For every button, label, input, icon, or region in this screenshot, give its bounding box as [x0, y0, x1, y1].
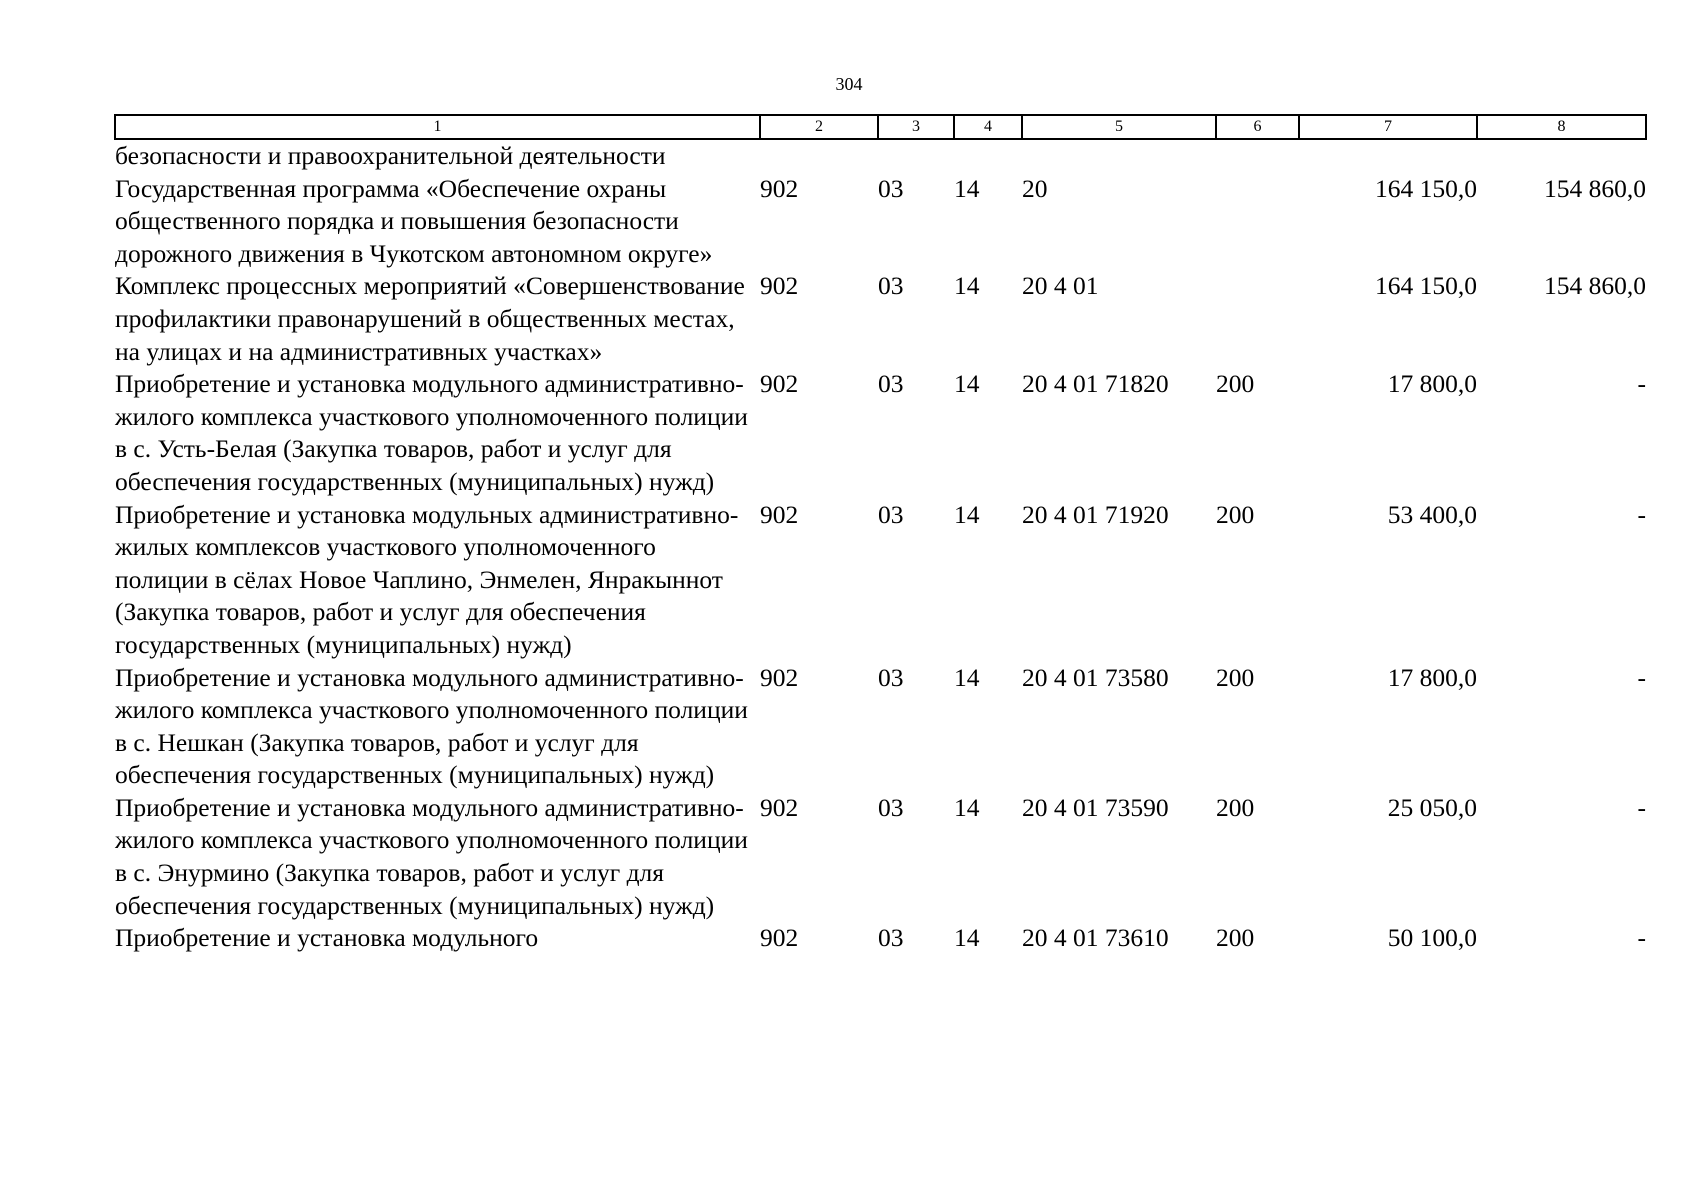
ministry-code-cell	[760, 139, 878, 173]
subsection-code-cell: 14	[954, 792, 980, 822]
section-code-cell: 03	[878, 369, 904, 399]
expense-type-cell	[1216, 270, 1299, 368]
section-code-cell: 03	[878, 499, 904, 529]
amount-cell: 50 100,0	[1387, 923, 1477, 953]
target-article-cell	[1022, 139, 1216, 173]
amount-cell	[1477, 139, 1646, 173]
column-header: 4	[954, 115, 1022, 139]
ministry-code-cell: 902	[760, 923, 799, 953]
item-name-cell: Приобретение и установка модульного	[115, 923, 539, 953]
target-article-cell: 20 4 01	[1022, 271, 1099, 301]
expense-type-cell	[1216, 173, 1299, 271]
subsection-code-cell: 14	[954, 271, 980, 301]
ministry-code-cell: 902	[760, 271, 799, 301]
subsection-code-cell	[954, 139, 1022, 173]
section-code-cell: 03	[878, 271, 904, 301]
amount-cell: -	[1637, 792, 1646, 822]
amount-cell: 17 800,0	[1387, 369, 1477, 399]
column-header: 3	[878, 115, 954, 139]
target-article-cell: 20 4 01 73590	[1022, 792, 1169, 822]
subsection-code-cell: 14	[954, 662, 980, 692]
section-code-cell	[878, 139, 954, 173]
item-name-cell: Комплекс процессных мероприятий «Совершенствование профилактики правонарушений в общественных местах, на улицах и на административных участках»	[115, 271, 745, 366]
table-row	[115, 139, 1646, 173]
item-name-cell: Приобретение и установка модульного административно-жилого комплекса участкового уполномоченного полиции в с. Усть-Белая (Закупка товаров, работ и услуг для обеспечения государственных (муниципальных) нужд)	[115, 369, 748, 496]
target-article-cell: 20 4 01 73610	[1022, 923, 1169, 953]
column-header: 6	[1216, 115, 1299, 139]
amount-cell: -	[1637, 369, 1646, 399]
budget-table	[114, 114, 1647, 955]
expense-type-cell: 200	[1216, 923, 1255, 953]
amount-cell: 154 860,0	[1544, 173, 1646, 203]
expense-type-cell: 200	[1216, 499, 1255, 529]
ministry-code-cell: 902	[760, 369, 799, 399]
table-row	[115, 499, 1646, 662]
item-name-cell: Приобретение и установка модульного административно-жилого комплекса участкового уполномоченного полиции в с. Энурмино (Закупка товаров, работ и услуг для обеспечения государственных (муниципальных) нужд)	[115, 792, 748, 920]
subsection-code-cell: 14	[954, 923, 980, 953]
column-header: 1	[115, 115, 760, 139]
amount-cell: -	[1637, 499, 1646, 529]
ministry-code-cell: 902	[760, 792, 799, 822]
amount-cell: 164 150,0	[1375, 173, 1477, 203]
target-article-cell: 20 4 01 73580	[1022, 662, 1169, 692]
section-code-cell: 03	[878, 173, 904, 203]
amount-cell: 17 800,0	[1387, 662, 1477, 692]
amount-cell: 164 150,0	[1375, 271, 1477, 301]
amount-cell: -	[1637, 662, 1646, 692]
table-row	[115, 368, 1646, 498]
table-row	[115, 792, 1646, 922]
item-name-cell: безопасности и правоохранительной деятельности	[115, 141, 666, 170]
section-code-cell: 03	[878, 923, 904, 953]
ministry-code-cell: 902	[760, 499, 799, 529]
target-article-cell: 20 4 01 71920	[1022, 499, 1169, 529]
target-article-cell: 20	[1022, 173, 1048, 203]
column-header: 5	[1022, 115, 1216, 139]
table-row	[115, 662, 1646, 792]
ministry-code-cell: 902	[760, 662, 799, 692]
expense-type-cell: 200	[1216, 792, 1255, 822]
expense-type-cell: 200	[1216, 369, 1255, 399]
amount-cell	[1299, 139, 1477, 173]
table-row	[115, 922, 1646, 955]
target-article-cell: 20 4 01 71820	[1022, 369, 1169, 399]
table-row	[115, 270, 1646, 368]
table-row	[115, 173, 1646, 271]
column-header: 7	[1299, 115, 1477, 139]
ministry-code-cell: 902	[760, 173, 799, 203]
amount-cell: 53 400,0	[1387, 499, 1477, 529]
subsection-code-cell: 14	[954, 173, 980, 203]
column-header: 2	[760, 115, 878, 139]
table-body	[115, 139, 1646, 955]
subsection-code-cell: 14	[954, 499, 980, 529]
expense-type-cell	[1216, 139, 1299, 173]
section-code-cell: 03	[878, 792, 904, 822]
subsection-code-cell: 14	[954, 369, 980, 399]
section-code-cell: 03	[878, 662, 904, 692]
item-name-cell: Приобретение и установка модульных административно-жилых комплексов участкового уполномоченного полиции в сёлах Новое Чаплино, Энмелен, Янракыннот (Закупка товаров, работ и услуг для обеспечения государственных (муниципальных) нужд)	[115, 499, 739, 659]
page-number: 304	[835, 74, 863, 94]
item-name-cell: Приобретение и установка модульного административно-жилого комплекса участкового уполномоченного полиции в с. Нешкан (Закупка товаров, работ и услуг для обеспечения государственных (муниципальных) нужд)	[115, 662, 748, 790]
expense-type-cell: 200	[1216, 662, 1255, 692]
amount-cell: 154 860,0	[1544, 271, 1646, 301]
column-header: 8	[1477, 115, 1646, 139]
amount-cell: 25 050,0	[1387, 792, 1477, 822]
column-number-row	[115, 115, 1646, 139]
amount-cell: -	[1637, 923, 1646, 953]
item-name-cell: Государственная программа «Обеспечение охраны общественного порядка и повышения безопасности дорожного движения в Чукотском автономном округе»	[115, 173, 713, 268]
